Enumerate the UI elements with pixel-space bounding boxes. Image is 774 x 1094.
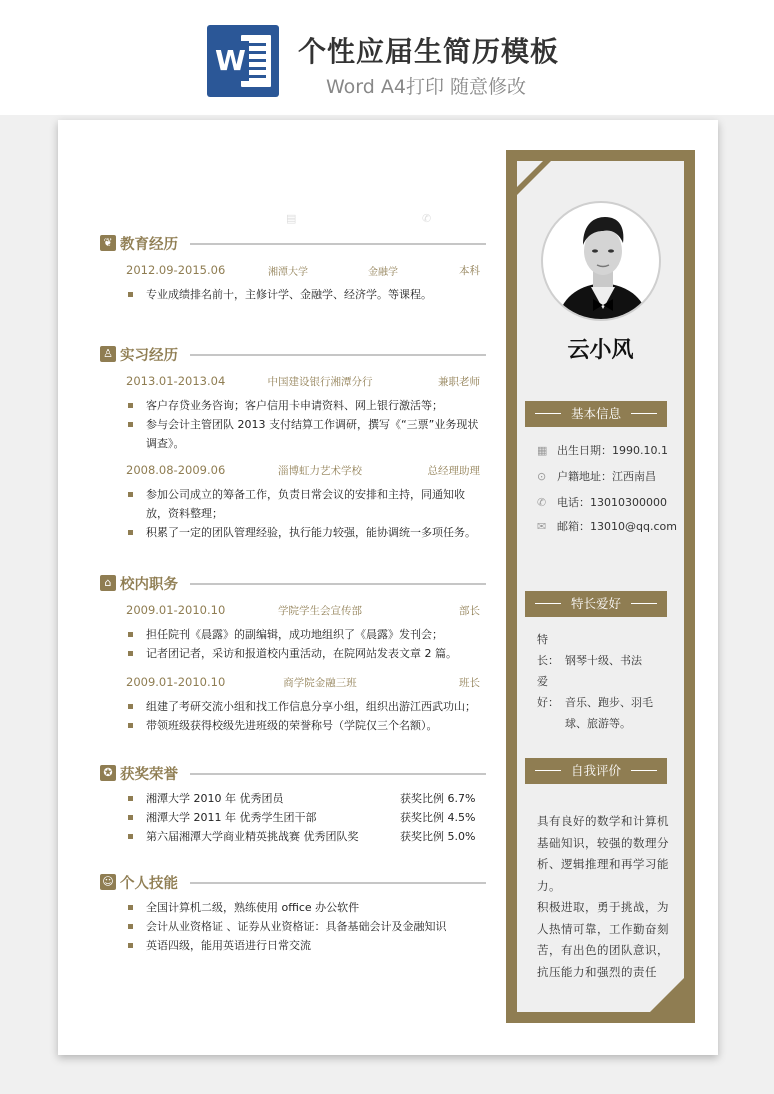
info-address: [537, 467, 682, 487]
section-title: 获奖荣誉: [120, 767, 178, 783]
entry-date: 2012.09-2015.06: [126, 263, 226, 277]
word-letter: W: [215, 41, 249, 81]
list-item: 参加公司成立的筹备工作，负责日常会议的安排和主持，同通知收放，资料整理；: [100, 485, 486, 523]
entry-role: 兼职老师: [438, 376, 480, 388]
entry-date: 2008.08-2009.06: [126, 463, 226, 477]
word-app-icon: [207, 25, 279, 97]
home-icon: ⌂: [100, 575, 116, 591]
list-item: 专业成绩排名前十，主修计学、金融学、经济学。等课程。: [100, 285, 486, 304]
award-ratio: 获奖比例 6.7%: [400, 792, 476, 805]
campus-section: [100, 573, 486, 735]
entry-org: 商学院金融三班: [283, 677, 357, 689]
info-text: 户籍地址：江西南昌: [557, 470, 656, 483]
evaluation-paragraph: 具有良好的数学和计算机基础知识，较强的数理分析、逻辑推理和再学习能力。: [537, 814, 669, 893]
person-icon: ♙: [100, 346, 116, 362]
award-ratio: 获奖比例 5.0%: [400, 830, 476, 843]
award-icon: ✪: [100, 765, 116, 781]
hobby-value: 音乐、跑步、羽毛: [565, 696, 653, 709]
section-title: 校内职务: [120, 577, 178, 593]
award-ratio: 获奖比例 4.5%: [400, 811, 476, 824]
resume-page: [58, 120, 718, 1055]
self-evaluation: [537, 811, 669, 983]
specialty-label: 特长：: [537, 633, 559, 667]
sidebar: [517, 161, 684, 1012]
bullet-list: [100, 898, 486, 955]
avatar: [541, 201, 661, 321]
bullet-list: [100, 485, 486, 542]
list-item: 记者团记者，采访和报道校内重活动，在院网站发表文章 2 篇。: [100, 644, 486, 663]
hobbies-block: [537, 629, 677, 734]
hobby-label: 爱好：: [537, 675, 559, 709]
campus-entry: [100, 675, 486, 693]
section-header: [100, 872, 486, 894]
bullet-list: [100, 396, 486, 453]
info-text: 邮箱：13010@qq.com: [557, 520, 677, 533]
calendar-icon: ▦: [537, 444, 548, 457]
specialty-value: 钢琴十级、书法: [565, 654, 642, 667]
internship-entry: [100, 374, 486, 392]
award-item: [100, 827, 486, 846]
section-header: [100, 573, 486, 595]
basic-info-title: 基本信息: [525, 401, 667, 427]
section-title: 实习经历: [120, 348, 178, 364]
awards-section: [100, 763, 486, 846]
entry-date: 2009.01-2010.10: [126, 675, 226, 689]
section-divider: [190, 882, 486, 884]
section-title: 个人技能: [120, 876, 178, 892]
section-divider: [190, 243, 486, 245]
list-item: 英语四级，能用英语进行日常交流: [100, 936, 486, 955]
skills-section: [100, 872, 486, 955]
candidate-name: 云小风: [567, 338, 634, 363]
bullet-list: [100, 285, 486, 304]
campus-entry: [100, 603, 486, 621]
banner-subtitle: Word A4打印 随意修改: [326, 76, 527, 98]
internship-section: [100, 344, 486, 542]
section-header: [100, 763, 486, 785]
list-item: 积累了一定的团队管理经验，执行能力较强，能协调统一多项任务。: [100, 523, 486, 542]
location-icon: ⊙: [537, 470, 547, 483]
list-item: 参与会计主管团队 2013 支付结算工作调研，撰写《“三票”业务现状调查》。: [100, 415, 486, 453]
bullet-list: [100, 697, 486, 735]
section-divider: [190, 354, 486, 356]
bullet-list: [100, 625, 486, 663]
award-item: [100, 808, 486, 827]
hobby-value-cont: 球、旅游等。: [565, 717, 631, 730]
entry-org: 淄博虹力艺术学校: [278, 465, 362, 477]
info-phone: [537, 493, 682, 513]
sidebar-frame: [506, 150, 695, 1023]
section-divider: [190, 583, 486, 585]
user-icon: ☺: [100, 874, 116, 890]
list-item: 会计从业资格证 、证券从业资格证：具备基础会计及金融知识: [100, 917, 486, 936]
education-entry: [100, 263, 486, 281]
banner-title: 个性应届生简历模板: [298, 35, 560, 68]
list-item: 担任院刊《晨露》的副编辑，成功地组织了《晨露》发刊会；: [100, 625, 486, 644]
section-header: [100, 344, 486, 366]
entry-date: 2013.01-2013.04: [126, 374, 226, 388]
entry-date: 2009.01-2010.10: [126, 603, 226, 617]
corner-decoration-cut: [517, 161, 543, 187]
top-banner: [0, 0, 774, 115]
list-item: 组建了考研交流小组和找工作信息分享小组，组织出游江西武功山；: [100, 697, 486, 716]
mail-icon: ✉: [537, 520, 547, 533]
entry-major: 金融学: [368, 267, 398, 278]
hobbies-title: 特长爱好: [525, 591, 667, 617]
award-item: [100, 789, 486, 808]
info-birthdate: [537, 441, 682, 461]
section-title: 教育经历: [120, 237, 178, 253]
faint-printer-icon: ▤: [286, 212, 297, 225]
award-name: 湘潭大学 2010 年 优秀团员: [146, 792, 284, 805]
entry-role: 部长: [459, 605, 480, 617]
education-section: [100, 233, 486, 304]
list-item: 带领班级获得校级先进班级的荣誉称号（学院仅三个名额）。: [100, 716, 486, 735]
faint-phone-icon: ✆: [422, 212, 432, 225]
portrait-image: [543, 203, 661, 321]
info-email: [537, 517, 682, 537]
awards-list: [100, 789, 486, 846]
section-header: [100, 233, 486, 255]
entry-school: 湘潭大学: [268, 267, 308, 278]
list-item: 全国计算机二级，熟练使用 office 办公软件: [100, 898, 486, 917]
entry-org: 学院学生会宣传部: [278, 605, 362, 617]
info-text: 电话：13010300000: [557, 496, 667, 509]
evaluation-title: 自我评价: [525, 758, 667, 784]
list-item: 客户存贷业务咨询；客户信用卡申请资料、网上银行激活等；: [100, 396, 486, 415]
internship-entry: [100, 463, 486, 481]
evaluation-paragraph: 积极进取，勇于挑战，为人热情可靠，工作勤奋刻苦，有出色的团队意识，抗压能力和强烈的责任: [537, 900, 669, 979]
corner-decoration: [650, 978, 684, 1012]
entry-degree: 本科: [459, 265, 480, 277]
info-text: 出生日期：1990.10.1: [557, 444, 668, 457]
entry-role: 总经理助理: [427, 465, 480, 477]
award-name: 第六届湘潭大学商业精英挑战赛 优秀团队奖: [146, 830, 359, 843]
leaf-icon: ❦: [100, 235, 116, 251]
entry-role: 班长: [459, 677, 480, 689]
award-name: 湘潭大学 2011 年 优秀学生团干部: [146, 811, 317, 824]
section-divider: [190, 773, 486, 775]
phone-icon: ✆: [537, 496, 547, 509]
entry-org: 中国建设银行湘潭分行: [267, 376, 373, 388]
